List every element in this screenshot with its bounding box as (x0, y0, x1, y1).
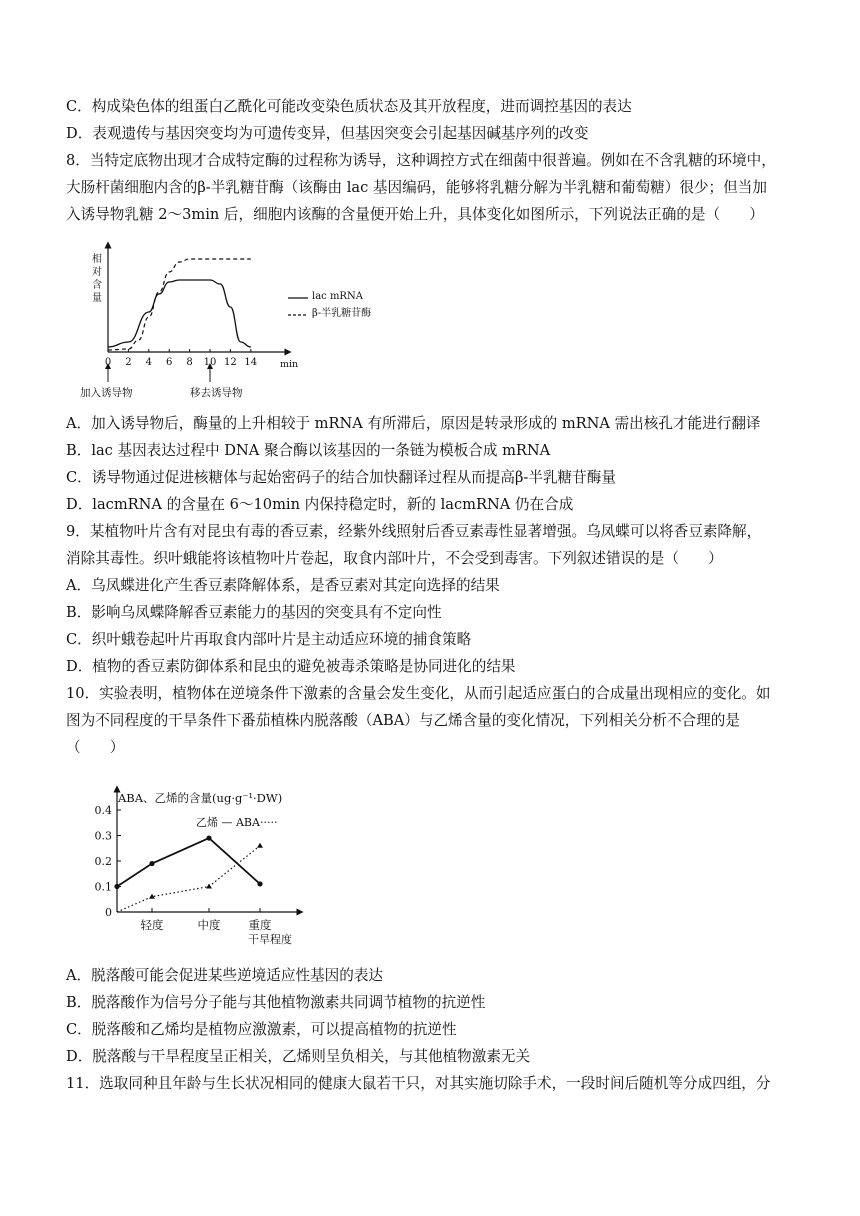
option-9a: A．乌凤蝶进化产生香豆素降解体系，是香豆素对其定向选择的结果 (66, 577, 500, 594)
x-tick-label: 2 (125, 357, 132, 368)
aba-point (206, 884, 212, 889)
x-tick-label: 轻度 (140, 918, 164, 932)
x-tick-label: 8 (186, 357, 193, 368)
lac-mrna-line (108, 280, 251, 347)
option-10a: A．脱落酸可能会促进某些逆境适应性基因的表达 (66, 967, 384, 984)
y-tick-label: 0.2 (94, 855, 112, 868)
y-tick-label: 0.1 (94, 880, 112, 894)
question-10-stem-2: 图为不同程度的干旱条件下番茄植株内脱落酸（ABA）与乙烯含量的变化情况，下列相关分析不合理的是 (66, 712, 740, 729)
lac-expression-chart (70, 240, 320, 390)
option-7c: C．构成染色体的组蛋白乙酰化可能改变染色质状态及其开放程度，进而调控基因的表达 (66, 98, 632, 115)
option-8d: D．lacmRNA 的含量在 6～10min 内保持稳定时，新的 lacmRNA 仍在合成 (66, 496, 574, 513)
y-tick-label: 0.4 (94, 804, 112, 817)
y-label-2: 对 (92, 267, 102, 278)
option-10b: B．脱落酸作为信号分子能与其他植物激素共同调节植物的抗逆性 (66, 994, 486, 1011)
option-8b: B．lac 基因表达过程中 DNA 聚合酶以该基因的一条链为模板合成 mRNA (66, 442, 551, 459)
x-tick-label: 重度 (248, 918, 272, 932)
option-9b: B．影响乌凤蝶降解香豆素能力的基因的突变具有不定向性 (66, 604, 442, 621)
x-tick-label: 14 (244, 357, 258, 368)
aba-ethylene-chart (88, 785, 328, 955)
legend-mrna-label: lac mRNA (312, 291, 363, 302)
legend: 乙烯 — ABA····· (196, 816, 278, 829)
x-axis-unit: min (280, 359, 299, 370)
option-10c: C．脱落酸和乙烯均是植物应激激素，可以提高植物的抗逆性 (66, 1021, 457, 1038)
option-9d: D．植物的香豆素防御体系和昆虫的避免被毒杀策略是协同进化的结果 (66, 658, 516, 675)
x-tick-label: 中度 (197, 918, 221, 932)
question-11-stem-1: 11．选取同种且年龄与生长状况相同的健康大鼠若干只，对其实施切除手术，一段时间后随机等分成四组，分 (66, 1075, 771, 1092)
option-8c: C．诱导物通过促进核糖体与起始密码子的结合加快翻译过程从而提高β-半乳糖苷酶量 (66, 469, 616, 486)
aba-line (117, 846, 260, 912)
galactosidase-line (108, 259, 251, 350)
annotation-add-inducer: 加入诱导物 (80, 387, 133, 399)
option-7d: D．表观遗传与基因突变均为可遗传变异，但基因突变会引起基因碱基序列的改变 (66, 125, 589, 142)
question-9-stem-2: 消除其毒性。织叶蛾能将该植物叶片卷起，取食内部叶片，不会受到毒害。下列叙述错误的是（ ） (66, 550, 723, 567)
legend-enzyme-label: β-半乳糖苷酶 (312, 308, 372, 319)
question-10-stem-3: （ ） (66, 739, 125, 756)
option-10d: D．脱落酸与干旱程度呈正相关，乙烯则呈负相关，与其他植物激素无关 (66, 1048, 531, 1065)
x-tick-label: 0 (104, 357, 112, 368)
ethylene-line (117, 838, 260, 886)
ethylene-point (114, 884, 119, 889)
x-tick-label: 10 (203, 357, 217, 368)
x-tick-label: 4 (145, 357, 152, 368)
chart-title: ABA、乙烯的含量(ug·g⁻¹·DW) (118, 791, 283, 805)
question-10-stem-1: 10．实验表明，植物体在逆境条件下激素的含量会发生变化，从而引起适应蛋白的合成量出现相应的变化。如 (66, 685, 771, 702)
y-label-3: 含 (92, 280, 102, 291)
aba-point (257, 843, 263, 848)
x-tick-label: 12 (224, 357, 237, 368)
y-label-4: 量 (92, 293, 102, 304)
annotation-remove-inducer: 移去诱导物 (190, 387, 243, 399)
question-8-stem-2: 大肠杆菌细胞内含的β-半乳糖苷酶（该酶由 lac 基因编码，能够将乳糖分解为半乳糖和葡萄糖）很少；但当加 (66, 179, 767, 196)
ethylene-point (257, 881, 262, 886)
ethylene-point (149, 861, 154, 866)
x-axis-title: 干旱程度 (248, 933, 292, 946)
ethylene-point (206, 835, 211, 840)
question-8-stem-1: 8．当特定底物出现才合成特定酶的过程称为诱导，这种调控方式在细菌中很普遍。例如在不含乳糖的环境中， (66, 152, 776, 169)
question-8-stem-3: 入诱导物乳糖 2～3min 后，细胞内该酶的含量便开始上升，具体变化如图所示，下列说法正确的是（ ） (66, 206, 764, 223)
x-tick-label: 6 (166, 357, 173, 368)
option-9c: C．织叶蛾卷起叶片再取食内部叶片是主动适应环境的捕食策略 (66, 631, 472, 648)
question-9-stem-1: 9．某植物叶片含有对昆虫有毒的香豆素，经紫外线照射后香豆素毒性显著增强。乌凤蝶可以将香豆素降解， (66, 523, 762, 540)
y-tick-label: 0 (105, 906, 112, 919)
y-tick-label: 0.3 (94, 829, 112, 843)
option-8a: A．加入诱导物后，酶量的上升相较于 mRNA 有所滞后，原因是转录形成的 mRNA 需出核孔才能进行翻译 (66, 415, 761, 432)
y-label-1: 相 (92, 254, 102, 265)
